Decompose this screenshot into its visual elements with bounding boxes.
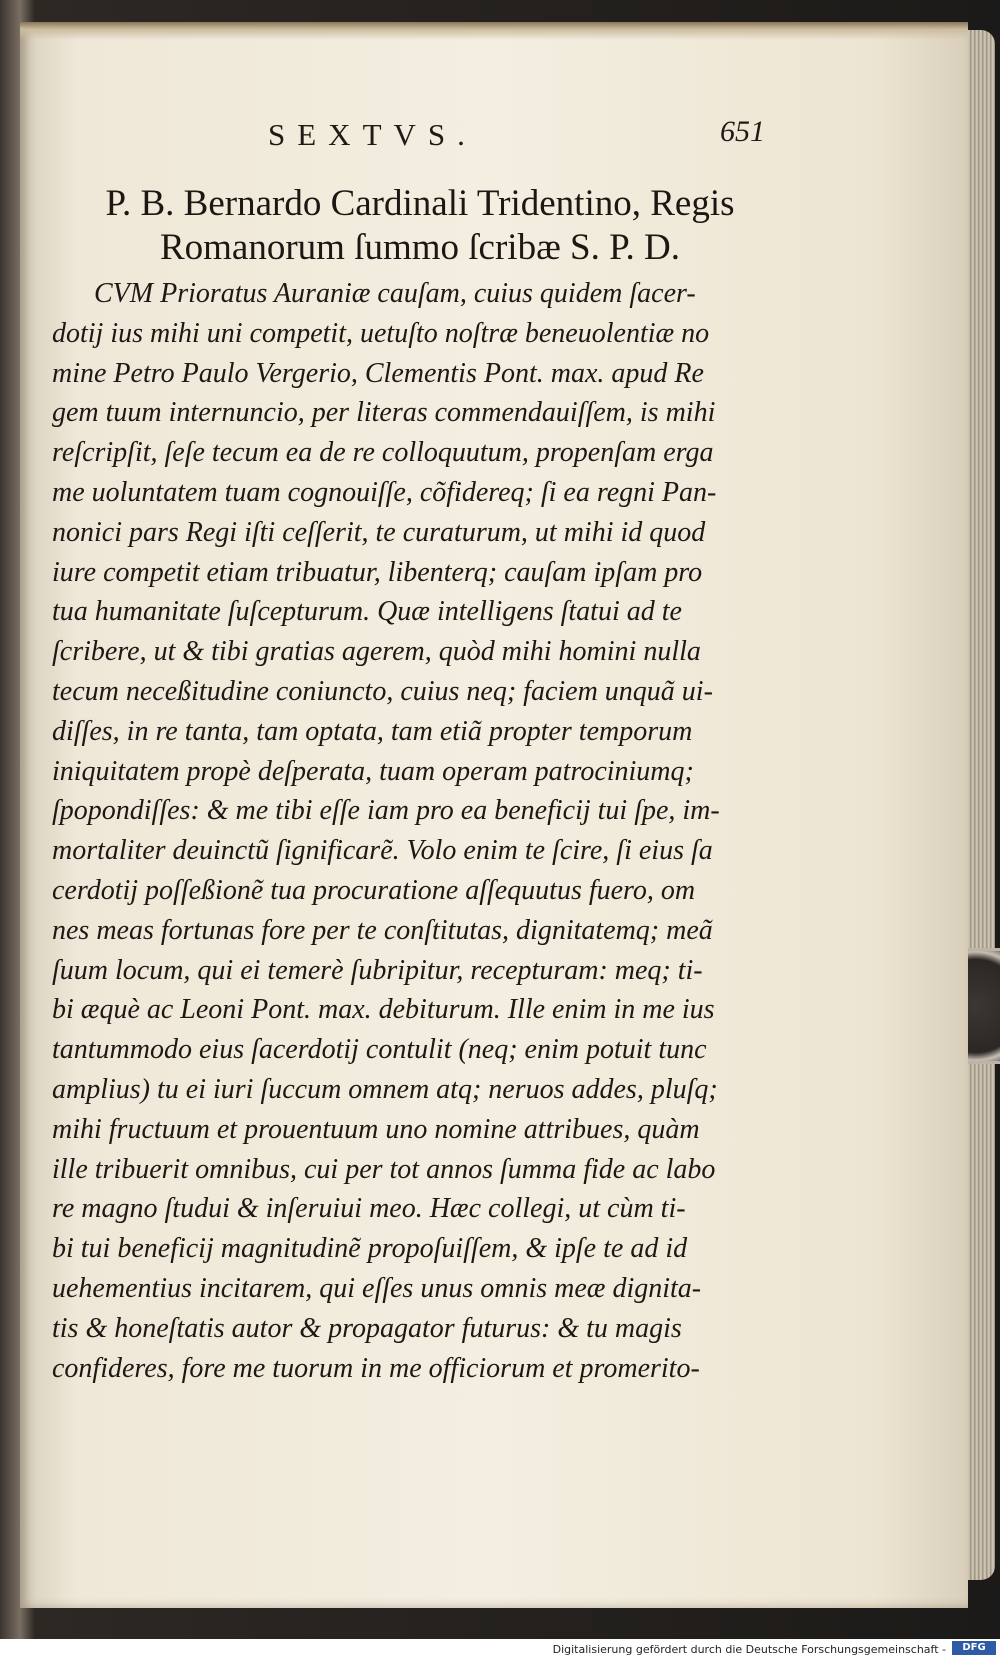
text-line: re magno ſtudui & inſeruiui meo. Hæc collegi, ut cùm ti-: [52, 1193, 686, 1225]
title-line: Romanorum ſummo ſcribæ S. P. D.: [159, 227, 681, 268]
text-line: ſuum locum, qui ei temerè ſubripitur, recepturam: meq; ti-: [52, 954, 703, 986]
text-line: me uoluntatem tuam cognouiſſe, cõfidereq; ſi ea regni Pan-: [52, 476, 717, 508]
book-page: [20, 22, 968, 1608]
text-line: nonici pars Regi iſti ceſſerit, te curaturum, ut mihi id quod: [52, 516, 706, 548]
folio-number: 651: [720, 115, 765, 148]
text-line: iure competit etiam tribuatur, libenterq; cauſam ipſam pro: [52, 556, 703, 588]
text-line: ſpopondiſſes: & me tibi eſſe iam pro ea beneficij tui ſpe, im-: [52, 795, 720, 827]
letter-body: [52, 274, 772, 1388]
text-line: tecum neceßitudine coniuncto, cuius neq; faciem unquã ui-: [52, 675, 713, 707]
text-line: diſſes, in re tanta, tam optata, tam etiã propter temporum: [52, 715, 693, 747]
text-line: amplius) tu ei iuri ſuccum omnem atq; neruos addes, pluſq;: [52, 1073, 718, 1105]
digitization-footer: [0, 1639, 1000, 1657]
text-line: mine Petro Paulo Vergerio, Clementis Pont. max. apud Re: [52, 357, 704, 389]
text-line: dotij ius mihi uni competit, uetuſto noſtræ beneuolentiæ no: [52, 317, 710, 349]
text-line: bi æquè ac Leoni Pont. max. debiturum. Ille enim in me ius: [52, 994, 715, 1026]
text-line: cerdotij poſſeßionẽ tua procuratione aſſequutus fuero, om: [52, 874, 696, 906]
text-line: reſcripſit, ſeſe tecum ea de re colloquutum, propenſam erga: [52, 437, 714, 469]
text-line: bi tui beneficij magnitudinẽ propoſuiſſem, & ipſe te ad id: [52, 1233, 688, 1265]
text-line: ille tribuerit omnibus, cui per tot annos ſumma fide ac labo: [52, 1153, 716, 1185]
text-line: CVM Prioratus Auraniæ cauſam, cuius quidem ſacer-: [94, 278, 696, 309]
letter-title: [50, 182, 790, 270]
text-line: gem tuum internuncio, per literas commendauiſſem, is mihi: [52, 397, 716, 429]
text-line: ſcribere, ut & tibi gratias agerem, quòd mihi homini nulla: [52, 636, 701, 668]
text-line: tantummodo eius ſacerdotij contulit (neq; enim potuit tunc: [52, 1034, 707, 1066]
text-line: uehementius incitarem, qui eſſes unus omnis meæ dignita-: [52, 1272, 702, 1304]
text-line: tua humanitate ſuſcepturum. Quæ intelligens ſtatui ad te: [52, 596, 682, 628]
dfg-logo: DFG: [952, 1641, 996, 1655]
text-line: mortaliter deuinctũ ſignificarẽ. Volo enim te ſcire, ſi eius ſa: [52, 835, 713, 867]
title-line: P. B. Bernardo Cardinali Tridentino, Regis: [105, 183, 735, 224]
text-line: iniquitatem propè deſperata, tuam operam patrociniumq;: [52, 755, 694, 787]
footer-credit: Digitalisierung gefördert durch die Deutsche Forschungsgemeinschaft -: [552, 1643, 946, 1656]
text-line: mihi fructuum et prouentuum uno nomine attribues, quàm: [52, 1113, 700, 1145]
page-header: [20, 117, 968, 167]
text-line: confideres, fore me tuorum in me officiorum et promerito-: [52, 1352, 700, 1384]
text-line: nes meas fortunas fore per te conſtitutas, dignitatemq; meã: [52, 914, 713, 946]
text-line: tis & honeſtatis autor & propagator futurus: & tu magis: [52, 1312, 682, 1344]
running-head: SEXTVS.: [268, 117, 477, 152]
